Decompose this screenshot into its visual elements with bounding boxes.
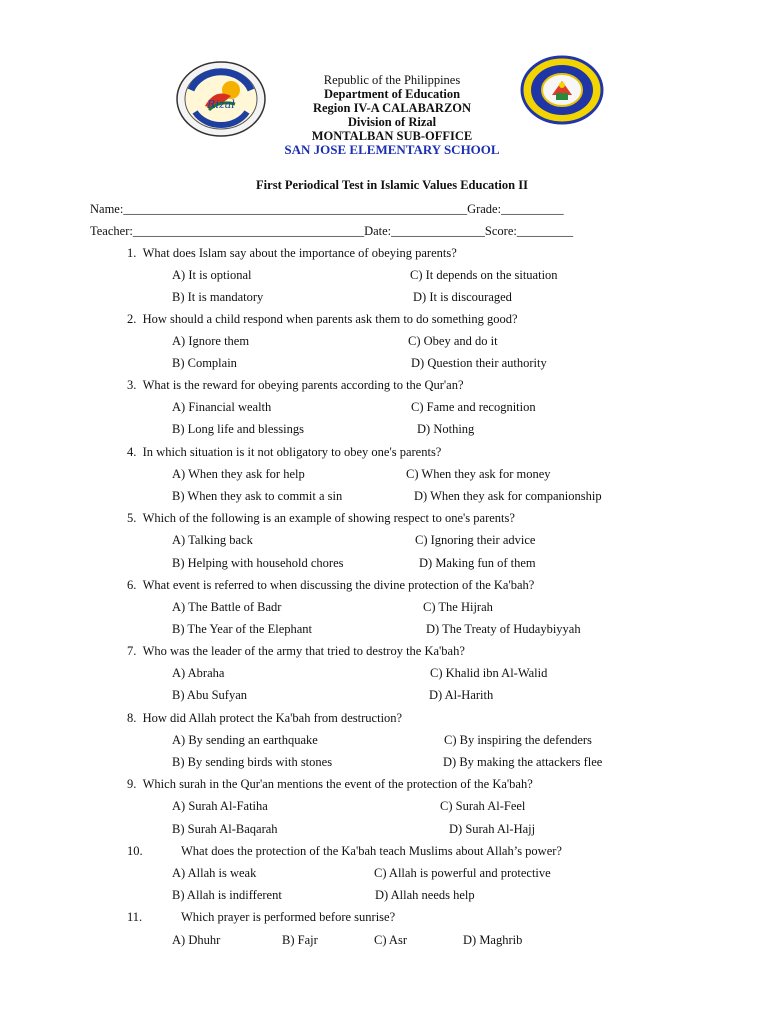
q3-option-d[interactable]: D) Nothing (417, 422, 475, 436)
q10-option-a[interactable]: A) Allah is weak (172, 866, 257, 880)
suboffice-line: MONTALBAN SUB-OFFICE (311, 129, 473, 143)
q7-option-a[interactable]: A) Abraha (172, 666, 225, 680)
q6-option-a[interactable]: A) The Battle of Badr (172, 600, 282, 614)
question-number: 9. (127, 777, 137, 791)
question-3 (127, 378, 464, 393)
question-text: Which of the following is an example of showing respect to one's parents? (142, 511, 515, 525)
q9-option-b[interactable]: B) Surah Al-Baqarah (172, 822, 278, 836)
q3-option-b[interactable]: B) Long life and blessings (172, 422, 304, 436)
q2-option-d[interactable]: D) Question their authority (411, 356, 547, 370)
q8-option-c[interactable]: C) By inspiring the defenders (444, 733, 592, 747)
question-1 (127, 246, 457, 261)
q6-option-c[interactable]: C) The Hijrah (423, 600, 493, 614)
q7-option-c[interactable]: C) Khalid ibn Al-Walid (430, 666, 548, 680)
question-2 (127, 312, 518, 327)
q11-option-b[interactable]: B) Fajr (282, 933, 318, 947)
q8-option-a[interactable]: A) By sending an earthquake (172, 733, 318, 747)
q3-option-a[interactable]: A) Financial wealth (172, 400, 272, 414)
svg-text:Rizal: Rizal (207, 98, 235, 111)
question-11-text: Which prayer is performed before sunrise? (181, 910, 396, 924)
question-number: 1. (127, 246, 137, 260)
teacher-date-score-field[interactable]: Teacher:_____________________________________Date:_______________Score:_________ (90, 224, 574, 238)
question-text: What does Islam say about the importance of obeying parents? (142, 246, 457, 260)
question-number: 10. (127, 844, 143, 858)
q7-option-b[interactable]: B) Abu Sufyan (172, 688, 247, 702)
question-number: 11. (127, 910, 143, 924)
q9-option-d[interactable]: D) Surah Al-Hajj (449, 822, 536, 836)
question-text: In which situation is it not obligatory to obey one's parents? (142, 445, 442, 459)
q8-option-d[interactable]: D) By making the attackers flee (443, 755, 603, 769)
q6-option-b[interactable]: B) The Year of the Elephant (172, 622, 313, 636)
q11-option-d[interactable]: D) Maghrib (463, 933, 523, 947)
q5-option-a[interactable]: A) Talking back (172, 533, 253, 547)
question-number: 6. (127, 578, 137, 592)
q9-option-c[interactable]: C) Surah Al-Feel (440, 799, 526, 813)
q4-option-d[interactable]: D) When they ask for companionship (414, 489, 602, 503)
q4-option-a[interactable]: A) When they ask for help (172, 467, 305, 481)
q6-option-d[interactable]: D) The Treaty of Hudaybiyyah (426, 622, 581, 636)
q2-option-a[interactable]: A) Ignore them (172, 334, 250, 348)
q11-option-a[interactable]: A) Dhuhr (172, 933, 221, 947)
question-5 (127, 511, 515, 526)
school-name: SAN JOSE ELEMENTARY SCHOOL (284, 142, 500, 157)
question-text: What is the reward for obeying parents according to the Qur'an? (142, 378, 464, 392)
q11-option-c[interactable]: C) Asr (374, 933, 407, 947)
question-10 (127, 844, 143, 859)
question-number: 7. (127, 644, 137, 658)
question-8 (127, 711, 402, 726)
question-number: 3. (127, 378, 137, 392)
q2-option-c[interactable]: C) Obey and do it (408, 334, 498, 348)
name-grade-field[interactable]: Name:_______________________________________________________Grade:__________ (90, 202, 564, 216)
q3-option-c[interactable]: C) Fame and recognition (411, 400, 536, 414)
region-line: Region IV-A CALABARZON (312, 101, 472, 115)
question-4 (127, 445, 441, 460)
question-text: Who was the leader of the army that tried to destroy the Ka'bah? (142, 644, 465, 658)
department-line: Department of Education (323, 87, 461, 101)
q4-option-c[interactable]: C) When they ask for money (406, 467, 551, 481)
q10-option-b[interactable]: B) Allah is indifferent (172, 888, 282, 902)
question-10-text: What does the protection of the Ka'bah teach Muslims about Allah’s power? (181, 844, 562, 858)
question-7 (127, 644, 465, 659)
q5-option-b[interactable]: B) Helping with household chores (172, 556, 344, 570)
q8-option-b[interactable]: B) By sending birds with stones (172, 755, 333, 769)
question-11 (127, 910, 142, 925)
question-text: How did Allah protect the Ka'bah from destruction? (142, 711, 403, 725)
question-number: 8. (127, 711, 137, 725)
question-number: 2. (127, 312, 137, 326)
q1-option-b[interactable]: B) It is mandatory (172, 290, 264, 304)
question-number: 5. (127, 511, 137, 525)
question-text: What event is referred to when discussing the divine protection of the Ka'bah? (142, 578, 535, 592)
q9-option-a[interactable]: A) Surah Al-Fatiha (172, 799, 268, 813)
question-9 (127, 777, 533, 792)
question-number: 4. (127, 445, 137, 459)
q1-option-c[interactable]: C) It depends on the situation (410, 268, 558, 282)
q5-option-d[interactable]: D) Making fun of them (419, 556, 536, 570)
question-6 (127, 578, 534, 593)
q4-option-b[interactable]: B) When they ask to commit a sin (172, 489, 343, 503)
q10-option-c[interactable]: C) Allah is powerful and protective (374, 866, 551, 880)
question-text: Which surah in the Qur'an mentions the event of the protection of the Ka'bah? (142, 777, 533, 791)
q5-option-c[interactable]: C) Ignoring their advice (415, 533, 536, 547)
question-text: How should a child respond when parents ask them to do something good? (142, 312, 518, 326)
division-line: Division of Rizal (347, 115, 437, 129)
q2-option-b[interactable]: B) Complain (172, 356, 237, 370)
q1-option-a[interactable]: A) It is optional (172, 268, 252, 282)
q1-option-d[interactable]: D) It is discouraged (413, 290, 512, 304)
republic-line: Republic of the Philippines (323, 73, 461, 87)
q7-option-d[interactable]: D) Al-Harith (429, 688, 494, 702)
test-title: First Periodical Test in Islamic Values Education II (256, 178, 528, 192)
q10-option-d[interactable]: D) Allah needs help (375, 888, 475, 902)
